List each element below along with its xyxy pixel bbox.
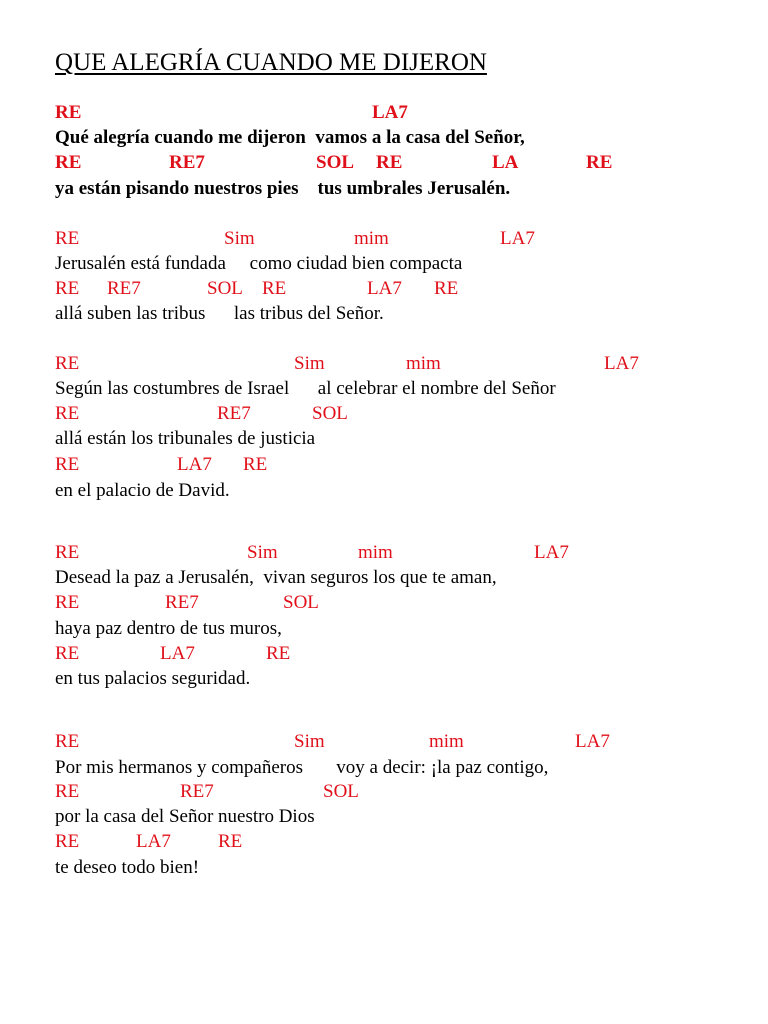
chord: RE xyxy=(55,102,82,123)
chord: RE xyxy=(55,152,82,173)
chord: RE xyxy=(55,353,80,374)
chord-line xyxy=(0,152,768,177)
chord: mim xyxy=(406,353,441,374)
lyric: en tus palacios seguridad. xyxy=(55,668,251,689)
chord: LA7 xyxy=(604,353,639,374)
chord: Sim xyxy=(224,228,255,249)
chord-line xyxy=(0,278,768,303)
chord: SOL xyxy=(316,152,355,173)
lyric-line xyxy=(0,480,768,505)
lyric: Qué alegría cuando me dijeron vamos a la casa del Señor, xyxy=(55,127,525,148)
chord: RE xyxy=(55,592,80,613)
chord-line xyxy=(0,781,768,806)
chord: RE xyxy=(243,454,268,475)
lyric-line xyxy=(0,127,768,152)
lyric-line xyxy=(0,668,768,693)
chord: SOL xyxy=(283,592,319,613)
chord-line xyxy=(0,353,768,378)
lyric: allá están los tribunales de justicia xyxy=(55,428,316,449)
chord: RE xyxy=(55,542,80,563)
lyric: allá suben las tribus las tribus del Señor. xyxy=(55,303,384,324)
lyric-line xyxy=(0,428,768,453)
lyric-line xyxy=(0,857,768,882)
chord: RE xyxy=(55,781,80,802)
chord-line xyxy=(0,592,768,617)
chord: SOL xyxy=(207,278,243,299)
chord: SOL xyxy=(312,403,348,424)
chord: RE xyxy=(55,831,80,852)
chord: LA xyxy=(492,152,519,173)
chord-line xyxy=(0,731,768,756)
chord-line xyxy=(0,643,768,668)
chord: RE xyxy=(434,278,459,299)
chord-line xyxy=(0,403,768,428)
chord-line xyxy=(0,454,768,479)
chord-line xyxy=(0,228,768,253)
lyric: Por mis hermanos y compañeros voy a decir: ¡la paz contigo, xyxy=(55,757,549,778)
chord: RE7 xyxy=(107,278,141,299)
chord: LA7 xyxy=(575,731,610,752)
chord: Sim xyxy=(247,542,278,563)
chord: LA7 xyxy=(177,454,212,475)
chord: RE7 xyxy=(165,592,199,613)
lyric: te deseo todo bien! xyxy=(55,857,200,878)
lyric-line xyxy=(0,303,768,328)
chord: LA7 xyxy=(534,542,569,563)
chord-line xyxy=(0,102,768,127)
chord: LA7 xyxy=(160,643,195,664)
lyric: Desead la paz a Jerusalén, vivan seguros los que te aman, xyxy=(55,567,497,588)
chord: RE xyxy=(55,403,80,424)
chord: RE xyxy=(376,152,403,173)
chord-line xyxy=(0,831,768,856)
chord: RE7 xyxy=(180,781,214,802)
chord: Sim xyxy=(294,731,325,752)
lyric: Según las costumbres de Israel al celebrar el nombre del Señor xyxy=(55,378,556,399)
song-title: QUE ALEGRÍA CUANDO ME DIJERON xyxy=(55,49,487,76)
chord: LA7 xyxy=(372,102,408,123)
chord: RE xyxy=(55,278,80,299)
lyric: en el palacio de David. xyxy=(55,480,230,501)
lyric: ya están pisando nuestros pies tus umbrales Jerusalén. xyxy=(55,178,511,199)
chord: LA7 xyxy=(367,278,402,299)
chord: Sim xyxy=(294,353,325,374)
chord: RE7 xyxy=(217,403,251,424)
lyric-line xyxy=(0,618,768,643)
chord: mim xyxy=(354,228,389,249)
lyric: haya paz dentro de tus muros, xyxy=(55,618,282,639)
chord-line xyxy=(0,542,768,567)
chord: RE xyxy=(55,643,80,664)
lyric: Jerusalén está fundada como ciudad bien compacta xyxy=(55,253,463,274)
lyric-line xyxy=(0,567,768,592)
chord: RE xyxy=(218,831,243,852)
lyric-line xyxy=(0,253,768,278)
chord: LA7 xyxy=(136,831,171,852)
chord: RE xyxy=(55,731,80,752)
chord: SOL xyxy=(323,781,359,802)
chord: RE xyxy=(55,228,80,249)
lyric-line xyxy=(0,806,768,831)
lyric-line xyxy=(0,757,768,782)
chord: RE xyxy=(55,454,80,475)
lyric-line xyxy=(0,378,768,403)
chord: RE xyxy=(586,152,613,173)
chord: mim xyxy=(429,731,464,752)
chord: RE xyxy=(262,278,287,299)
lyric-line xyxy=(0,178,768,203)
chord: LA7 xyxy=(500,228,535,249)
chord: mim xyxy=(358,542,393,563)
lyric: por la casa del Señor nuestro Dios xyxy=(55,806,315,827)
chord: RE7 xyxy=(169,152,205,173)
chord: RE xyxy=(266,643,291,664)
